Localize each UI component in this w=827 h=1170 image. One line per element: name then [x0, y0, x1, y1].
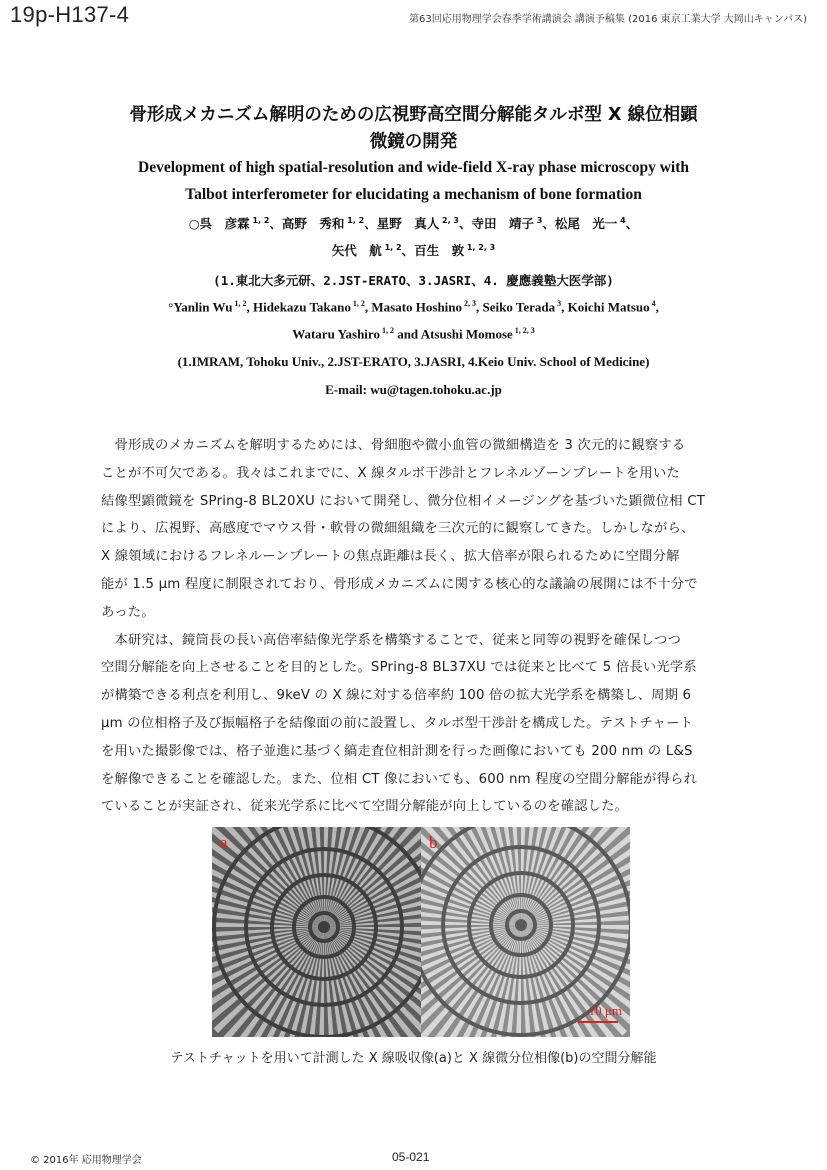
body-line: 能が 1.5 μm 程度に制限されており、骨形成メカニズムに関する核心的な議論の展開には不十分で	[101, 577, 698, 592]
author-name: 松尾 光一	[554, 216, 618, 231]
paper-id: 19p-H137-4	[10, 2, 130, 27]
title-en-line-2: Talbot interferometer for elucidating a mechanism of bone formation	[185, 186, 642, 203]
author-affiliation-number: 1, 2	[344, 215, 365, 225]
authors-jp-line-1	[60, 214, 767, 232]
authors-en-line-2	[40, 326, 787, 342]
author-affiliation-number: 1, 2	[379, 326, 394, 335]
author-affiliation-number: 4	[649, 299, 656, 308]
figure-panel-a	[212, 827, 421, 1037]
author-affiliation-number: 2, 3	[462, 299, 477, 308]
copyright: © 2016年 応用物理学会	[30, 1155, 142, 1166]
author-name: Hidekazu Takano	[252, 299, 351, 315]
body-line: あった。	[101, 604, 155, 620]
title-jp-line-2: 微鏡の開発	[369, 132, 458, 152]
body-line: により、広視野、高感度でマウス骨・軟骨の微細組織を三次元的に観察してきた。しかしながら、	[101, 521, 695, 537]
body-line: を用いた撮影像では、格子並進に基づく縞走査位相計測を行った画像においても 200 nm の L&S	[101, 743, 693, 759]
author-separator: 、	[625, 216, 639, 231]
absorption-image	[212, 827, 421, 1037]
panel-label-b: b	[429, 833, 438, 852]
body-line: 結像型顕微鏡を SPring-8 BL20XU において開発し、微分位相イメージングを基づいた顕微位相 CT	[101, 493, 706, 509]
author-separator: 、	[542, 216, 555, 231]
author-name: Koichi Matsuo	[567, 299, 650, 315]
author-name: 高野 秀和	[281, 216, 345, 231]
author-separator: ,	[364, 299, 372, 315]
scale-bar-label: 10 μm	[588, 1003, 622, 1018]
authors-en-line-1	[40, 299, 787, 315]
author-name: 寺田 靖子	[471, 216, 534, 231]
author-affiliation-number: 1, 2, 3	[464, 242, 496, 252]
author-name: 星野 真人	[376, 216, 440, 231]
author-separator: 、	[269, 216, 282, 231]
author-separator: 、	[401, 243, 415, 258]
author-separator: 、	[364, 216, 377, 231]
body-line: 骨形成のメカニズムを解明するためには、骨細胞や微小血管の微細構造を 3 次元的に観察する	[101, 438, 686, 453]
author-separator: ,	[655, 299, 659, 315]
figure-panel-b	[421, 827, 630, 1037]
body-line: 本研究は、鏡筒長の長い高倍率結像光学系を構築することで、従来と同等の視野を確保しつつ	[101, 632, 682, 648]
author-affiliation-number: 3	[555, 299, 562, 308]
author-separator: ,	[246, 299, 253, 315]
author-name: ○呉 彦霖	[188, 216, 250, 231]
author-name: 矢代 航	[331, 243, 382, 258]
running-header: 第63回応用物理学会春季学術講演会 講演予稿集 (2016 東京工業大学 大岡山キャンパス)	[409, 14, 807, 25]
author-name: Seiko Terada	[482, 299, 556, 315]
title-en-line-1: Development of high spatial-resolution and wide-field X-ray phase microscopy with	[138, 159, 689, 176]
author-separator: 、	[458, 216, 472, 231]
page-number: 05-021	[392, 1150, 430, 1164]
body-line: X 線領域におけるフレネルーンプレートの焦点距離は長く、拡大倍率が限られるために空間分解	[101, 549, 680, 565]
author-name: Wataru Yashiro	[292, 326, 380, 342]
body-line: 空間分解能を向上させることを目的とした。SPring-8 BL37XU では従来と比べて 5 倍長い光学系	[101, 660, 697, 676]
author-name: Masato Hoshino	[371, 299, 463, 315]
author-affiliation-number: 3	[534, 215, 543, 225]
body-line: を解像できることを確認した。また、位相 CT 像においても、600 nm 程度の空間分解能が得られ	[101, 771, 698, 787]
author-separator: and	[393, 326, 421, 342]
author-name: Atsushi Momose	[420, 326, 513, 342]
scale-bar	[578, 1021, 618, 1023]
body-line: μm の位相格子及び振幅格子を結像面の前に設置し、タルボ型干渉計を構成した。テストチャート	[101, 716, 694, 731]
figure-caption: テストチャットを用いて計測した X 線吸収像(a)と X 線微分位相像(b)の空間分解能	[170, 1051, 657, 1066]
author-affiliation-number: 4	[617, 215, 626, 225]
author-separator: ,	[476, 299, 483, 315]
body-line: が構築できる利点を利用し、9keV の X 線に対する倍率約 100 倍の拡大光学系を構築し、周期 6	[101, 688, 692, 704]
author-separator: ,	[561, 299, 568, 315]
email: E-mail: wu@tagen.tohoku.ac.jp	[325, 382, 502, 397]
author-affiliation-number: 1, 2, 3	[512, 326, 535, 335]
body-line: ことが不可欠である。我々はこれまでに、X 線タルボ干渉計とフレネルゾーンプレートを用いた	[101, 465, 680, 481]
affiliation-en: (1.IMRAM, Tohoku Univ., 2.JST-ERATO, 3.JASRI, 4.Keio Univ. School of Medicine)	[177, 354, 650, 369]
author-affiliation-number: 1, 2	[249, 215, 270, 225]
title-jp-line-1: 骨形成メカニズム解明のための広視野高空間分解能タルボ型 X 線位相顕	[129, 105, 698, 125]
author-name: 百生 敦	[414, 243, 465, 258]
author-name: °Yanlin Wu	[168, 299, 233, 315]
figure	[212, 827, 630, 1037]
author-affiliation-number: 2, 3	[439, 215, 459, 225]
author-affiliation-number: 1, 2	[350, 299, 365, 308]
affiliation-jp: (1.東北大多元研、2.JST-ERATO、3.JASRI、4. 慶應義塾大医学部)	[213, 273, 614, 288]
panel-label-a: a	[220, 833, 228, 852]
body-line: ていることが実証され、従来光学系に比べて空間分解能が向上しているのを確認した。	[101, 799, 629, 815]
author-affiliation-number: 1, 2	[381, 242, 402, 252]
author-affiliation-number: 1, 2	[232, 299, 247, 308]
authors-jp-line-2	[60, 241, 767, 259]
